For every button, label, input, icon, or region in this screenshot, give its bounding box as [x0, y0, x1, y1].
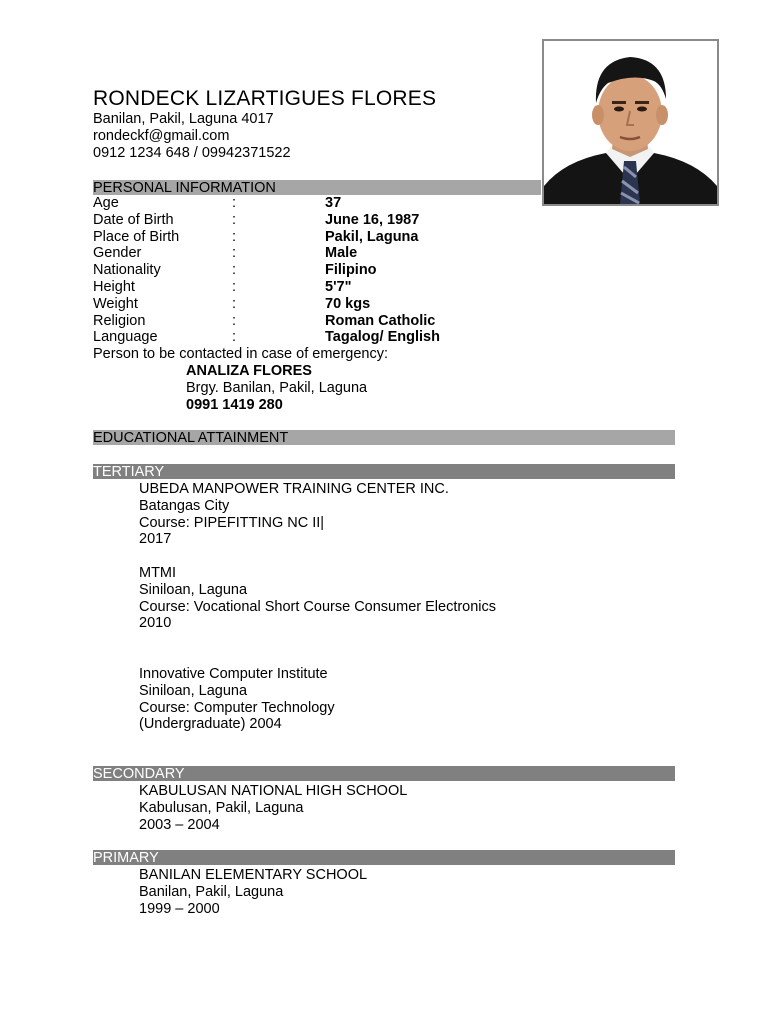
school-name: KABULUSAN NATIONAL HIGH SCHOOL	[139, 783, 408, 799]
school-location: Banilan, Pakil, Laguna	[139, 883, 284, 900]
year: 2017	[139, 531, 172, 548]
school-location: Kabulusan, Pakil, Laguna	[139, 799, 304, 816]
tertiary-entry	[139, 565, 496, 632]
school-name: UBEDA MANPOWER TRAINING CENTER INC.	[139, 481, 449, 497]
educational-attainment-heading: EDUCATIONAL ATTAINMENT	[93, 430, 675, 445]
school-name: BANILAN ELEMENTARY SCHOOL	[139, 867, 368, 883]
info-row-religion: Religion : Roman Catholic	[93, 312, 436, 329]
school-name: Innovative Computer Institute	[139, 666, 328, 682]
year: 2010	[139, 615, 172, 632]
info-row-age: Age : 37	[93, 195, 342, 211]
year: 1999 – 2000	[139, 900, 220, 917]
course: Course: Computer Technology	[139, 699, 335, 716]
school-location: Siniloan, Laguna	[139, 682, 248, 699]
person-portrait-icon	[544, 41, 717, 204]
secondary-entry	[139, 783, 407, 833]
school-name: MTMI	[139, 565, 177, 581]
year: 2003 – 2004	[139, 816, 220, 833]
info-row-nationality: Nationality : Filipino	[93, 262, 377, 279]
address: Banilan, Pakil, Laguna 4017	[93, 111, 274, 127]
tertiary-entry	[139, 481, 449, 548]
tertiary-entry	[139, 666, 335, 733]
info-row-place-of-birth: Place of Birth : Pakil, Laguna	[93, 228, 419, 245]
course: Course: PIPEFITTING NC II|	[139, 514, 325, 531]
emergency-contact-address: Brgy. Banilan, Pakil, Laguna	[186, 379, 368, 396]
school-location: Siniloan, Laguna	[139, 581, 248, 598]
personal-information-heading: PERSONAL INFORMATION	[93, 180, 541, 195]
emergency-contact	[186, 363, 367, 413]
info-row-weight: Weight : 70 kgs	[93, 295, 371, 312]
school-location: Batangas City	[139, 497, 230, 514]
year: (Undergraduate) 2004	[139, 716, 282, 733]
phone: 0912 1234 648 / 09942371522	[93, 144, 291, 161]
info-row-date-of-birth: Date of Birth : June 16, 1987	[93, 211, 420, 228]
primary-entry	[139, 867, 367, 917]
secondary-heading: SECONDARY	[93, 766, 675, 781]
email: rondeckf@gmail.com	[93, 127, 230, 144]
contact-block	[93, 111, 291, 161]
info-row-language: Language : Tagalog/ English	[93, 329, 440, 346]
primary-heading: PRIMARY	[93, 850, 675, 865]
emergency-contact-name: ANALIZA FLORES	[186, 363, 312, 379]
emergency-contact-phone: 0991 1419 280	[186, 396, 283, 413]
tertiary-heading: TERTIARY	[93, 464, 675, 479]
info-row-gender: Gender : Male	[93, 245, 358, 262]
applicant-name: RONDECK LIZARTIGUES FLORES	[93, 87, 437, 110]
info-row-height: Height : 5'7"	[93, 278, 352, 295]
course: Course: Vocational Short Course Consumer Electronics	[139, 598, 497, 615]
personal-info-list	[93, 195, 513, 346]
emergency-contact-label: Person to be contacted in case of emergency:	[93, 346, 389, 362]
profile-photo	[542, 39, 719, 206]
